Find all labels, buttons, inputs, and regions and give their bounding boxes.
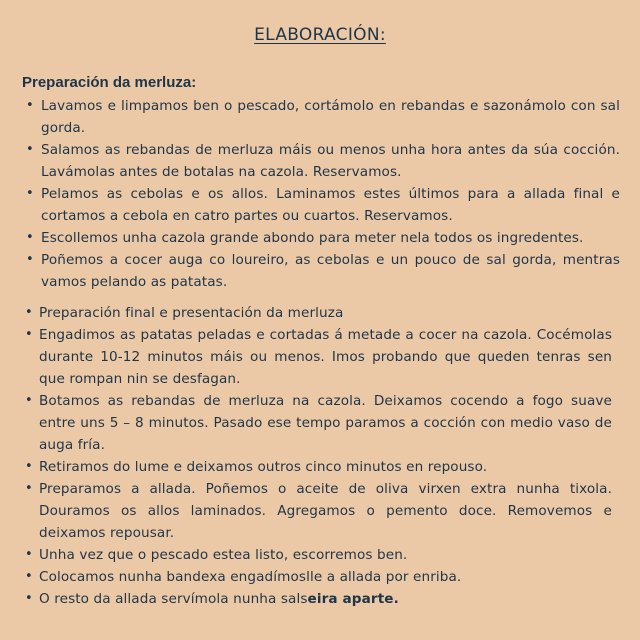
list-item [22,478,612,544]
list-item-text: O resto da allada servímola nunha sals [39,591,308,607]
bullet-icon: • [25,459,33,474]
bullet-icon: • [26,142,34,157]
bullet-icon: • [25,327,33,342]
bullet-icon: • [25,591,33,606]
list-item [22,227,620,249]
bullet-icon: • [26,186,34,201]
section-heading-text: Preparación final e presentación da merluza [39,305,344,321]
list-item [22,544,612,566]
list-item-text: Preparamos a allada. Poñemos o aceite de oliva virxen extra nunha tixola. Douramos os allos laminados. Agregamos o pemento doce. Removemos e deixamos repousar. [39,481,612,541]
list-item [22,95,620,139]
list-item-text: Unha vez que o pescado estea listo, escorremos ben. [39,547,408,563]
list-item-text: Colocamos nunha bandexa engadímoslle a allada por enriba. [39,569,462,585]
section-heading-preparacion: Preparación da merluza: [22,74,197,91]
list-item-text: Pelamos as cebolas e os allos. Laminamos estes últimos para a allada final e cortamos a cebola en catro partes ou cuartos. Reservamos. [41,186,620,224]
bullet-icon: • [26,230,34,245]
list-item-text: Escollemos unha cazola grande abondo para meter nela todos os ingredentes. [41,230,584,246]
list-item [22,324,612,390]
list-item [22,390,612,456]
bullet-icon: • [26,98,34,113]
list-item [22,249,620,293]
list-item-text: Salamos as rebandas de merluza máis ou menos unha hora antes da súa cocción. Lavámolas antes de botalas na cazola. Reservamos. [41,142,620,180]
bullet-icon: • [25,305,33,320]
bullet-icon: • [25,393,33,408]
page-title: ELABORACIÓN: [254,25,386,45]
list-item [22,456,612,478]
list-item-text-bold: eira aparte. [307,591,399,607]
preparation-list [22,95,620,293]
list-item [22,588,612,610]
bullet-icon: • [25,569,33,584]
final-preparation-list [22,302,612,610]
bullet-icon: • [26,252,34,267]
list-item-text: Retiramos do lume e deixamos outros cinco minutos en repouso. [39,459,488,475]
bullet-icon: • [25,547,33,562]
list-item [22,566,612,588]
list-item [22,183,620,227]
list-item-text: Poñemos a cocer auga co loureiro, as cebolas e un pouco de sal gorda, mentras vamos pelando as patatas. [41,252,620,290]
list-item-text: Botamos as rebandas de merluza na cazola. Deixamos cocendo a fogo suave entre uns 5 – 8 minutos. Pasado ese tempo paramos a cocción con medio vaso de auga fría. [39,393,612,453]
bullet-icon: • [25,481,33,496]
list-item-text: Engadimos as patatas peladas e cortadas á metade a cocer na cazola. Cocémolas durante 10-12 minutos máis ou menos. Imos probando que queden tenras sen que rompan nin se desfagan. [39,327,612,387]
section-heading-presentacion [22,302,612,324]
list-item [22,139,620,183]
list-item-text: Lavamos e limpamos ben o pescado, cortámolo en rebandas e sazonámolo con sal gorda. [41,98,620,136]
